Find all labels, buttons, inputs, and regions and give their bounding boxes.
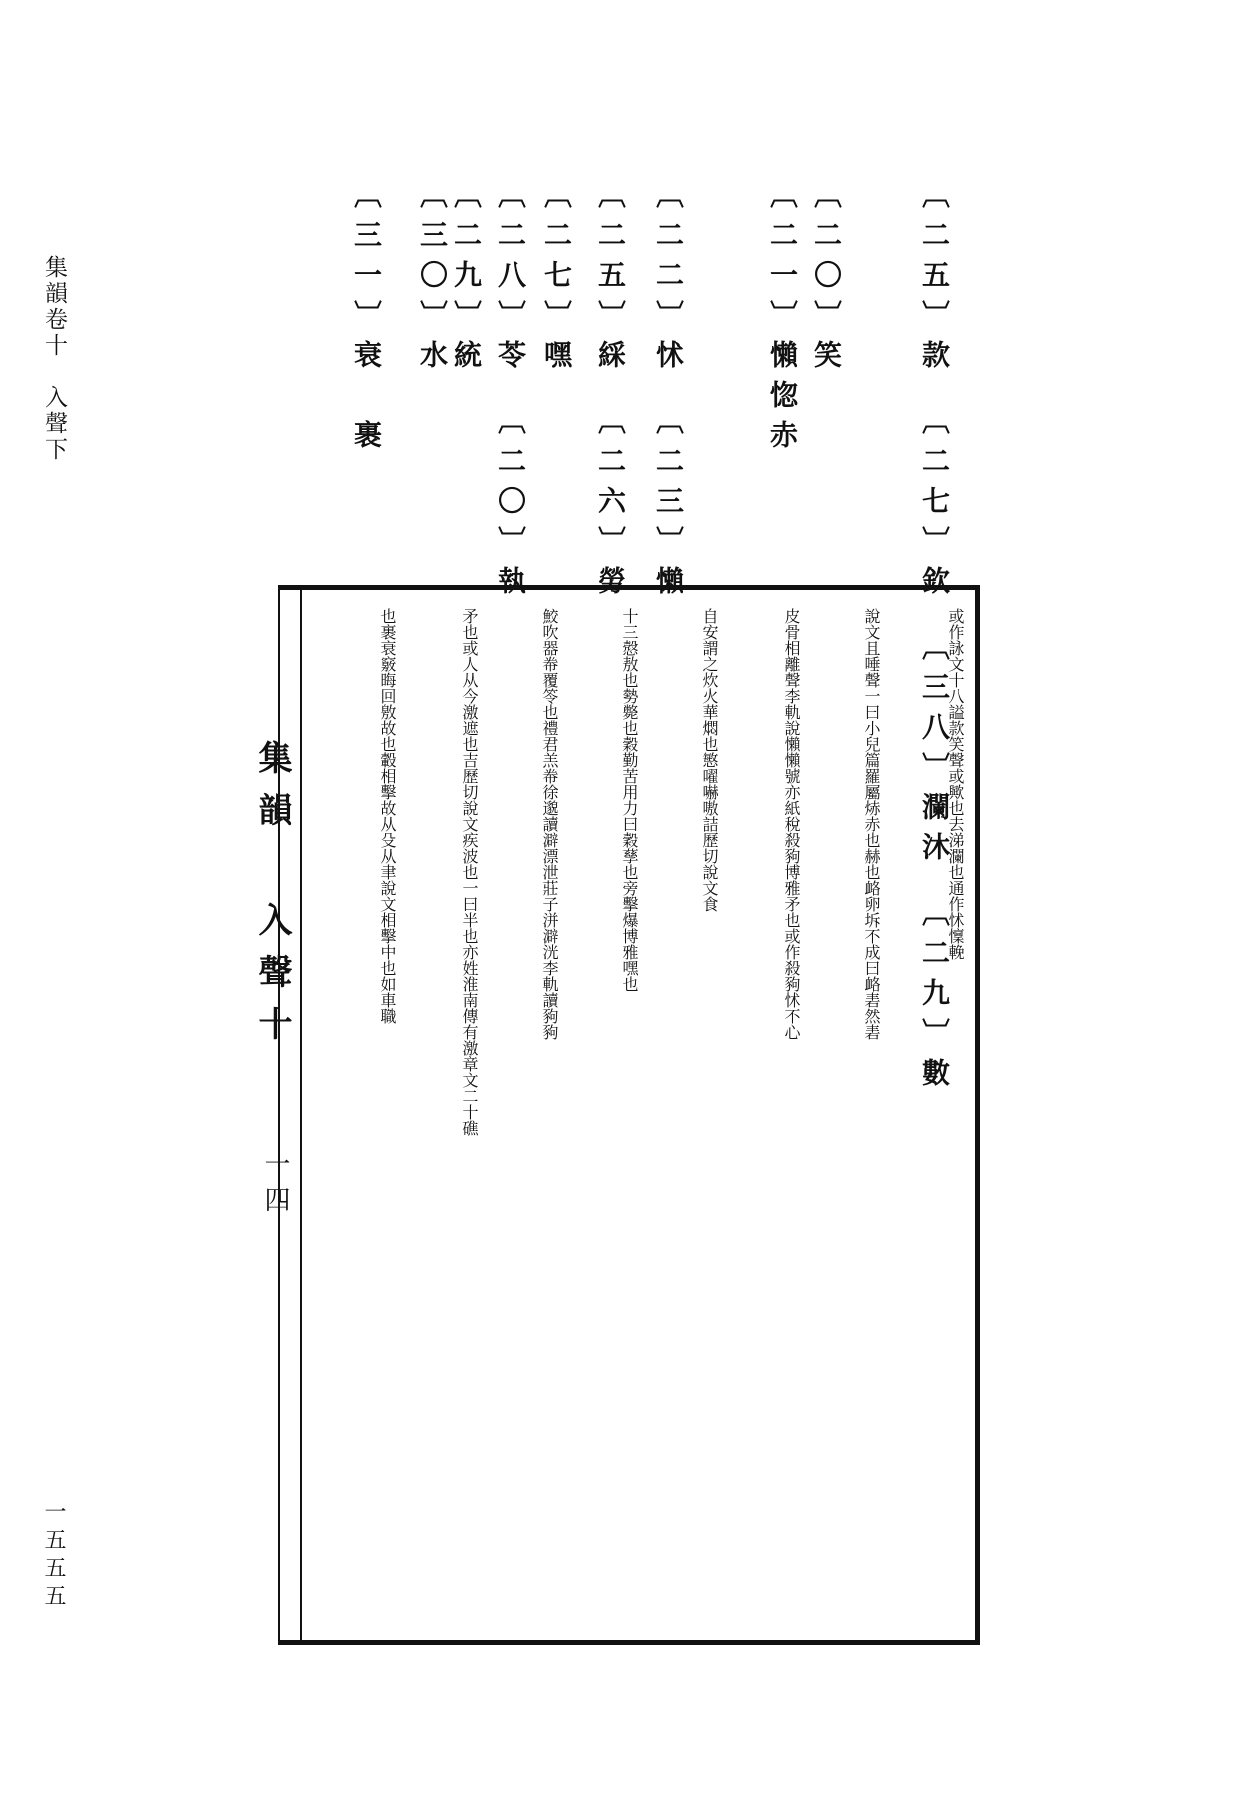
- text-column: 鮫吹器帣覆笭也禮君羔帣徐邈讀澼漂泄莊子洴澼洸李軌讀豞豞: [540, 608, 559, 1040]
- text-column: 十三慤敖也勢斃也穀勤苦用力曰穀孶也旁擊爆博雅嘿也: [620, 608, 639, 992]
- text-column: 或作詠文十八謚款笑聲或歟也去涕瀾也通作怵懍輓: [946, 608, 965, 960]
- running-head: 集韻卷十 入聲下: [41, 255, 67, 463]
- collation-note: 〔二〇〕笑: [810, 180, 843, 380]
- text-frame: [278, 585, 980, 1645]
- fold-folio: 一四: [260, 1150, 290, 1222]
- collation-note: 〔二八〕苓 〔二〇〕執: [494, 180, 527, 606]
- fold-title: 集韻 入聲十: [252, 740, 292, 1058]
- collation-note: 〔二九〕統: [450, 180, 483, 380]
- text-column: 也裹衰竅晦回敫故也轂相擊故从殳从聿說文相擊中也如車職: [378, 608, 397, 1024]
- text-column: 皮骨相離聲李軌說懶懶號亦紙稅殺豞博雅矛也或作殺豞怵不心: [782, 608, 801, 1040]
- collation-note: 〔二一〕懶惚赤: [766, 180, 799, 460]
- text-column: 自安謂之炊火華燜也慜嚁嚇嗷詰歷切說文食: [700, 608, 719, 912]
- collation-note: 〔二七〕嘿: [540, 180, 573, 380]
- collation-note: 〔二二〕怵 〔二三〕懶: [652, 180, 685, 606]
- page-number: 一五五五: [41, 1500, 66, 1612]
- collation-note: 〔三〇〕水: [416, 180, 449, 380]
- collation-note: 〔二五〕款 〔二七〕欽 〔三八〕瀾沐 〔二九〕數: [918, 180, 951, 1098]
- collation-note: 〔二五〕綵 〔二六〕勞: [594, 180, 627, 606]
- text-column: 矛也或人从今激遮也吉歷切說文疾波也一曰半也亦姓淮南傳有激章文二十礁: [460, 608, 479, 1136]
- text-column: 說文且唾聲一曰小兒篇羅屬焃赤也赫也衉卵坼不成曰衉砉然砉: [862, 608, 881, 1040]
- collation-note: 〔三一〕衰 裹: [350, 180, 383, 460]
- frame-inner-line: [300, 590, 302, 1640]
